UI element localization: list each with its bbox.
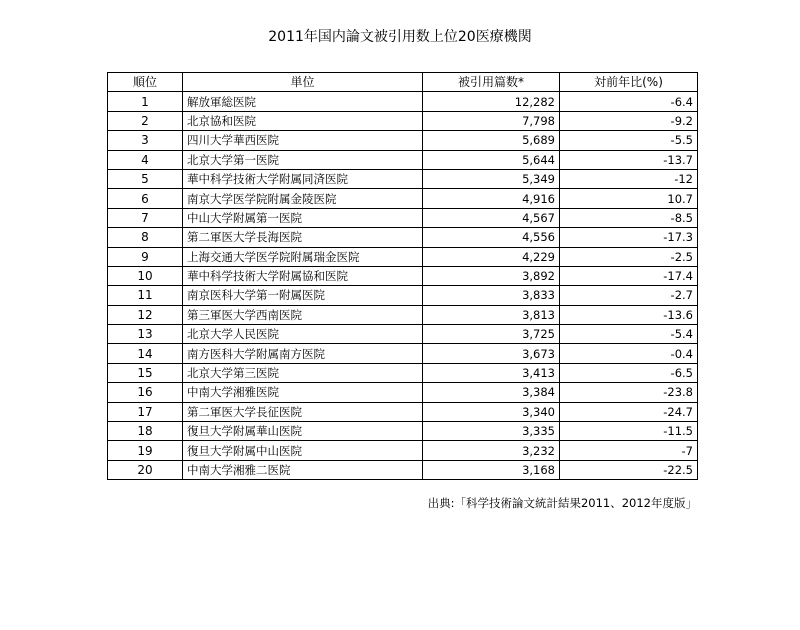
table-row [108,305,698,324]
cell-citations: 5,689 [423,131,560,150]
cell-change: 10.7 [560,189,698,208]
cell-citations: 3,725 [423,325,560,344]
cell-institution: 北京大学第三医院 [183,363,423,382]
cell-institution: 復旦大学附属華山医院 [183,422,423,441]
cell-citations: 5,349 [423,169,560,188]
cell-institution: 中南大学湘雅医院 [183,383,423,402]
table-row [108,422,698,441]
table-row [108,441,698,460]
cell-citations: 3,673 [423,344,560,363]
table-row [108,228,698,247]
cell-rank: 3 [108,131,183,150]
table-row [108,402,698,421]
table-row [108,208,698,227]
cell-change: -17.3 [560,228,698,247]
cell-change: -5.5 [560,131,698,150]
cell-change: -6.5 [560,363,698,382]
cell-citations: 3,413 [423,363,560,382]
cell-rank: 4 [108,150,183,169]
cell-rank: 7 [108,208,183,227]
cell-institution: 北京協和医院 [183,111,423,130]
table-row [108,92,698,111]
cell-institution: 上海交通大学医学院附属瑞金医院 [183,247,423,266]
cell-change: -24.7 [560,402,698,421]
cell-change: -13.7 [560,150,698,169]
cell-institution: 解放軍総医院 [183,92,423,111]
cell-rank: 6 [108,189,183,208]
header-change: 対前年比(%) [560,73,698,92]
cell-citations: 3,892 [423,266,560,285]
cell-change: -23.8 [560,383,698,402]
cell-institution: 南方医科大学附属南方医院 [183,344,423,363]
cell-institution: 華中科学技術大学附属協和医院 [183,266,423,285]
cell-institution: 第二軍医大学長征医院 [183,402,423,421]
cell-change: -2.7 [560,286,698,305]
cell-citations: 12,282 [423,92,560,111]
table-row [108,189,698,208]
cell-rank: 10 [108,266,183,285]
cell-citations: 3,340 [423,402,560,421]
cell-citations: 3,384 [423,383,560,402]
table-row [108,131,698,150]
cell-change: -5.4 [560,325,698,344]
table-body [108,92,698,480]
cell-rank: 11 [108,286,183,305]
cell-rank: 16 [108,383,183,402]
cell-change: -13.6 [560,305,698,324]
cell-change: -6.4 [560,92,698,111]
source-note: 出典:「科学技術論文統計結果2011、2012年度版」 [427,496,697,510]
cell-institution: 華中科学技術大学附属同済医院 [183,169,423,188]
cell-change: -12 [560,169,698,188]
cell-change: -17.4 [560,266,698,285]
cell-institution: 四川大学華西医院 [183,131,423,150]
cell-citations: 4,556 [423,228,560,247]
table-row [108,325,698,344]
cell-rank: 9 [108,247,183,266]
cell-citations: 3,833 [423,286,560,305]
page-title: 2011年国内論文被引用数上位20医療機関 [268,29,532,45]
table-row [108,247,698,266]
ranking-table [107,72,698,480]
table-row [108,460,698,479]
cell-rank: 15 [108,363,183,382]
cell-institution: 第三軍医大学西南医院 [183,305,423,324]
table-row [108,383,698,402]
table-row [108,363,698,382]
cell-institution: 復旦大学附属中山医院 [183,441,423,460]
cell-citations: 4,229 [423,247,560,266]
header-institution: 単位 [183,73,423,92]
cell-rank: 2 [108,111,183,130]
cell-change: -22.5 [560,460,698,479]
table-row [108,169,698,188]
cell-citations: 4,916 [423,189,560,208]
cell-rank: 5 [108,169,183,188]
cell-change: -7 [560,441,698,460]
cell-institution: 北京大学人民医院 [183,325,423,344]
cell-citations: 7,798 [423,111,560,130]
cell-citations: 4,567 [423,208,560,227]
cell-change: -0.4 [560,344,698,363]
cell-change: -11.5 [560,422,698,441]
cell-change: -2.5 [560,247,698,266]
cell-institution: 中山大学附属第一医院 [183,208,423,227]
table-row [108,344,698,363]
cell-citations: 3,813 [423,305,560,324]
cell-rank: 12 [108,305,183,324]
table-row [108,266,698,285]
cell-citations: 3,335 [423,422,560,441]
cell-rank: 17 [108,402,183,421]
header-citations: 被引用篇数* [423,73,560,92]
cell-citations: 5,644 [423,150,560,169]
table-row [108,286,698,305]
cell-institution: 北京大学第一医院 [183,150,423,169]
cell-rank: 13 [108,325,183,344]
cell-citations: 3,232 [423,441,560,460]
cell-rank: 20 [108,460,183,479]
cell-rank: 19 [108,441,183,460]
cell-institution: 南京大学医学院附属金陵医院 [183,189,423,208]
cell-rank: 18 [108,422,183,441]
table-header-row [108,73,698,92]
header-rank: 順位 [108,73,183,92]
table-row [108,111,698,130]
cell-institution: 第二軍医大学長海医院 [183,228,423,247]
cell-rank: 14 [108,344,183,363]
cell-rank: 8 [108,228,183,247]
cell-institution: 中南大学湘雅二医院 [183,460,423,479]
cell-citations: 3,168 [423,460,560,479]
cell-institution: 南京医科大学第一附属医院 [183,286,423,305]
cell-change: -9.2 [560,111,698,130]
table-row [108,150,698,169]
cell-rank: 1 [108,92,183,111]
cell-change: -8.5 [560,208,698,227]
